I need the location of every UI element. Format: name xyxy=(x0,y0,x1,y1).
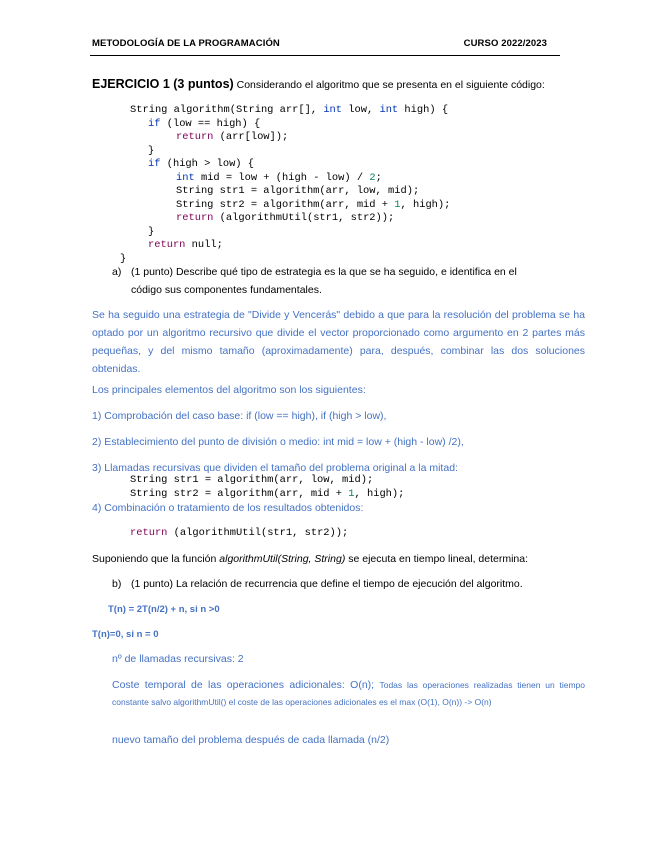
code-line-12: } xyxy=(120,252,127,265)
answer-a-item-2: 2) Establecimiento del punto de división o medio: int mid = low + (high - low) /2), xyxy=(92,436,464,448)
answer-a-item-4-code: return (algorithmUtil(str1, str2)); xyxy=(130,527,349,539)
code-line-8: String str2 = algorithm(arr, mid + 1, high); xyxy=(176,198,451,211)
question-a-text-line2: código sus componentes fundamentales. xyxy=(131,284,322,296)
answer-a-elements-intro: Los principales elementos del algoritmo son los siguientes: xyxy=(92,384,366,396)
page-header xyxy=(92,38,547,49)
code-line-6: int mid = low + (high - low) / 2; xyxy=(176,171,382,184)
exercise-heading xyxy=(92,77,545,93)
answer-a-paragraph: Se ha seguido una estrategia de "Divide y Vencerás" debido a que para la resolución del problema se ha optado por un algoritmo recursivo que divide el vector proporcionado como argumento en 2 partes más pequeñas, y del mismo tamaño (aproximadamente) para, después, combinar las dos soluciones obtenidas. xyxy=(92,309,585,375)
code-line-5: if (high > low) { xyxy=(148,158,255,170)
answer-a-item-3-code-2: String str2 = algorithm(arr, mid + 1, high); xyxy=(130,487,405,500)
answer-a-item-1: 1) Comprobación del caso base: if (low == high), if (high > low), xyxy=(92,410,387,422)
function-signature: algorithmUtil(String, String) xyxy=(219,553,346,565)
recurrence-equation-base: T(n)=0, si n = 0 xyxy=(92,629,159,640)
header-course-year: CURSO 2022/2023 xyxy=(463,38,547,49)
code-line-11: return null; xyxy=(148,239,223,251)
additional-operations-note: Todas las operaciones realizadas tienen un tiempo constante salvo algorithmUtil() el coste de las operaciones adicionales es el max (O(1), O(n)) -> O(n) xyxy=(112,680,585,707)
answer-a-item-3-code-1: String str1 = algorithm(arr, low, mid); xyxy=(130,474,374,486)
code-line-1: String algorithm(String arr[], int low, int high) { xyxy=(130,104,449,116)
code-line-4: } xyxy=(148,144,155,157)
additional-operations-cost: Coste temporal de las operaciones adicionales: O(n); Todas las operaciones realizadas tienen un tiempo constante salvo algorithmUtil() el coste de las operaciones adicionales es el max (O(1), O(n)) -> O(n) xyxy=(112,679,585,707)
code-line-2: if (low == high) { xyxy=(148,117,261,130)
question-a-marker: a) xyxy=(112,266,122,278)
question-b-marker: b) xyxy=(112,578,122,590)
recurrence-equation-general: T(n) = 2T(n/2) + n, si n >0 xyxy=(108,604,220,615)
recursive-calls-count: nº de llamadas recursivas: 2 xyxy=(112,653,244,665)
exercise-title: EJERCICIO 1 (3 puntos) xyxy=(92,77,234,91)
question-b-text: (1 punto) La relación de recurrencia que define el tiempo de ejecución del algoritmo. xyxy=(131,578,523,590)
code-line-9: return (algorithmUtil(str1, str2)); xyxy=(176,212,395,224)
answer-a-item-4: 4) Combinación o tratamiento de los resultados obtenidos: xyxy=(92,502,364,514)
question-a-text-line1: (1 punto) Describe qué tipo de estrategia es la que se ha seguido, e identifica en el xyxy=(131,266,517,278)
header-course-title: METODOLOGÍA DE LA PROGRAMACIÓN xyxy=(92,38,280,49)
exercise-intro: Considerando el algoritmo que se presenta en el siguiente código: xyxy=(236,79,545,91)
code-line-7: String str1 = algorithm(arr, low, mid); xyxy=(176,185,420,197)
new-problem-size: nuevo tamaño del problema después de cada llamada (n/2) xyxy=(112,734,390,746)
header-rule xyxy=(90,55,560,56)
code-line-10: } xyxy=(148,225,155,238)
assumption-statement: Suponiendo que la función algorithmUtil(String, String) se ejecuta en tiempo lineal, determina: xyxy=(92,553,529,565)
answer-a-item-3: 3) Llamadas recursivas que dividen el tamaño del problema original a la mitad: xyxy=(92,462,458,474)
code-line-3: return (arr[low]); xyxy=(176,131,289,143)
